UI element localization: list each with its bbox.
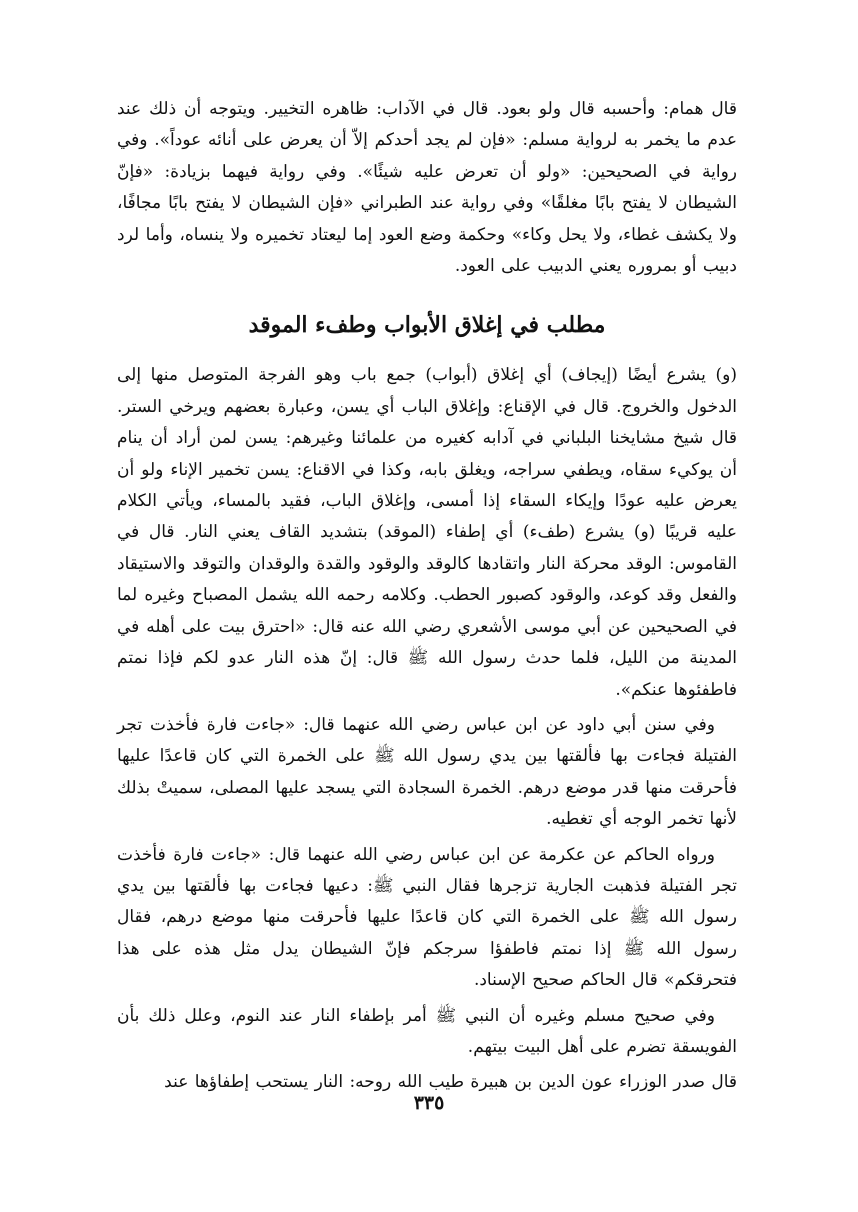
book-page xyxy=(117,94,737,1099)
section-heading: مطلب في إغلاق الأبواب وطفء الموقد xyxy=(248,312,606,339)
paragraph-sahih-muslim: وفي صحيح مسلم وغيره أن النبي ﷺ أمر بإطفاء النار عند النوم، وعلل ذلك بأن الفويسقة تضرم على أهل البيت بيتهم. xyxy=(117,1005,737,1057)
paragraph-hakim: ورواه الحاكم عن عكرمة عن ابن عباس رضي الله عنهما قال: «جاءت فارة فأخذت تجر الفتيلة فذهبت الجارية تزجرها فقال النبي ﷺ: دعيها فجاءت بها فألقتها بين يدي رسول الله ﷺ على الخمرة التي كان قاعدًا عليها فأحرقت منها موضع درهم، فقال رسول الله ﷺ إذا نمتم فاطفؤا سرجكم فإنّ الشيطان يدل مثل هذه على هذا فتحرقكم» قال الحاكم صحيح الإسناد. xyxy=(117,844,737,991)
paragraph-ibn-hubayra: قال صدر الوزراء عون الدين بن هبيرة طيب الله روحه: النار يستحب إطفاؤها عند xyxy=(164,1072,737,1093)
paragraph-hammam-narration: قال همام: وأحسبه قال ولو بعود. قال في الآداب: ظاهره التخيير. ويتوجه أن ذلك عند عدم ما يخمر به لرواية مسلم: «فإن لم يجد أحدكم إلاّ أن يعرض على أنائه عوداً». وفي رواية في الصحيحين: «ولو أن تعرض عليه شيئًا». وفي رواية فيهما بزيادة: «فإنّ الشيطان لا يفتح بابًا مغلقًا» وفي رواية عند الطبراني «فإن الشيطان لا يفتح بابًا مجافًا، ولا يكشف غطاء، ولا يحل وكاء» وحكمة وضع العود إما ليعتاد تخميره ولا ينساه، وأما لرد دبيب أو بمروره يعني الدبيب على العود. xyxy=(117,99,737,277)
paragraph-closing-doors: (و) يشرع أيضًا (إيجاف) أي إغلاق (أبواب) جمع باب وهو الفرجة المتوصل منها إلى الدخول والخروج. قال في الإقناع: وإغلاق الباب أي يسن، وعبارة بعضهم ويرخي الستر. قال شيخ مشايخنا البلباني في آدابه كغيره من علمائنا وغيرهم: يسن لمن أراد أن ينام أن يوكيء سقاه، ويطفي سراجه، ويغلق بابه، وكذا في الاقناع: يسن تخمير الإناء ولو أن يعرض عليه عودًا وإيكاء السقاء إذا أمسى، وإغلاق الباب، فقيد بالمساء، ويأتي الكلام عليه قريبًا (و) يشرع (طفء) أي إطفاء (الموقد) بتشديد القاف يعني النار. قال في القاموس: الوقد محركة النار واتقادها كالوقد والوقود والقدة والوقدان والتوقد والاستيقاد والفعل وقد كوعد، والوقود كصبور الحطب. وكلامه رحمه الله يشمل المصباح وغيره لما في الصحيحين عن أبي موسى الأشعري رضي الله عنه قال: «احترق بيت على أهله في المدينة من الليل، فلما حدث رسول الله ﷺ قال: إنّ هذه النار عدو لكم فإذا نمتم فاطفئوها عنكم». xyxy=(117,365,737,700)
page-number: ٣٣٥ xyxy=(413,1092,445,1114)
paragraph-abu-dawud: وفي سنن أبي داود عن ابن عباس رضي الله عنهما قال: «جاءت فارة فأخذت تجر الفتيلة فجاءت بها فألقتها بين يدي رسول الله ﷺ على الخمرة التي كان قاعدًا عليها فأحرقت منها قدر موضع درهم. الخمرة السجادة التي يسجد عليها المصلى، سميتْ بذلك لأنها تخمر الوجه أي تغطيه. xyxy=(117,714,737,830)
